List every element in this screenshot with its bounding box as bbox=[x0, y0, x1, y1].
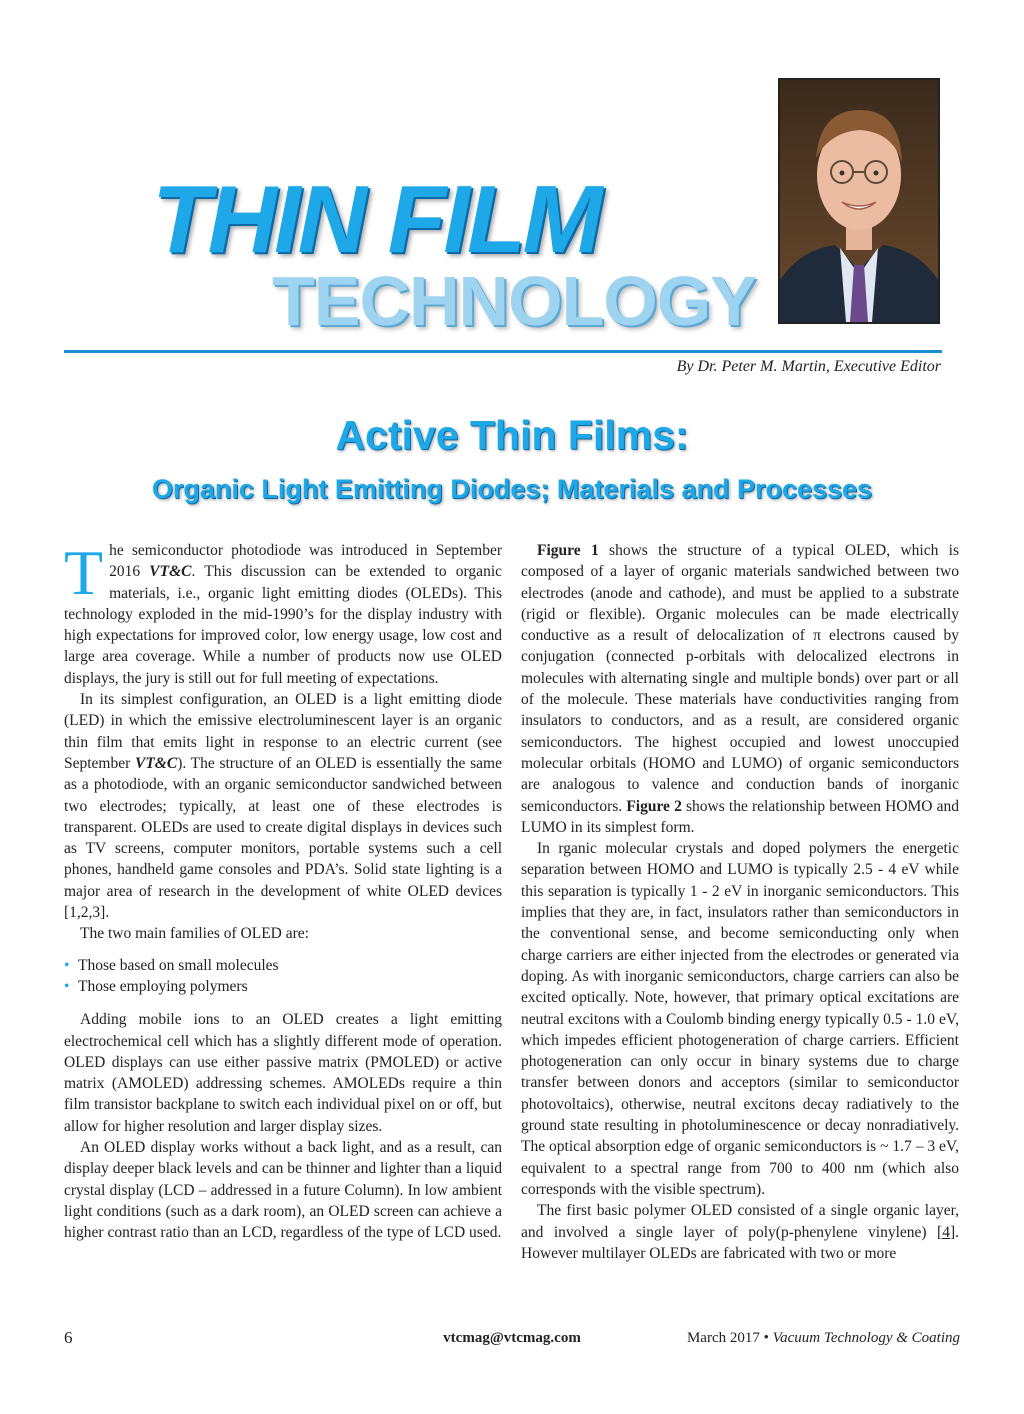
paragraph: In rganic molecular crystals and doped polymers the energetic separation between HOMO and LUMO is typically 2.5 - 4 eV while this separation is typically 1 - 2 eV in inorganic semiconductors. This implies that they are, in fact, insulators rather than semiconductors in the conventional sense, and become semiconducting only when charge carriers are either injected from the electrodes or generated via doping. As with inorganic semiconductors, charge carriers can also be excited optically. Note, however, that primary optical excitations are neutral excitons with a Coulomb binding energy typically 0.5 - 1.0 eV, which impedes efficient photogeneration of charge carriers. Efficient photogeneration can only occur in binary systems due to charge transfer between donors and acceptors (similar to semiconductor photovoltaics), otherwise, neutral excitons decay radiatively to the ground state resulting in photoluminescence or decay nonradiatively. The optical absorption edge of organic semiconductors is ~ 1.7 – 3 eV, equivalent to a spectral range from 700 to 400 nm (which also corresponds with the visible spectrum). bbox=[521, 840, 959, 1198]
paragraph: In its simplest configuration, an OLED is a light emitting diode (LED) in which the emissive electroluminescent layer is an organic thin film that emits light in response to an electric current (see September VT&C). The structure of an OLED is essentially the same as a photodiode, with an organic semiconductor sandwiched between two electrodes; typically, at least one of these electrodes is transparent. OLEDs are used to create digital displays in devices such as TV screens, computer monitors, portable systems such a cell phones, handheld game consoles and PDA’s. Solid state lighting is a major area of research in the development of white OLED devices [1,2,3]. bbox=[64, 691, 502, 922]
paragraph: The two main families of OLED are: bbox=[80, 925, 309, 943]
figure-ref: Figure 1 bbox=[537, 542, 599, 559]
list-item: • Those based on small molecules bbox=[64, 956, 279, 974]
author-portrait-image bbox=[780, 80, 938, 322]
paragraph: Adding mobile ions to an OLED creates a light emitting electrochemical cell which has a slightly different mode of operation. OLED displays can use either passive matrix (PMOLED) or active matrix (AMOLED) addressing schemes. AMOLEDs require a thin film transistor backplane to switch each individual pixel on or off, but allow for higher resolution and larger display sizes. bbox=[64, 1011, 502, 1135]
issue-info: March 2017 • Vacuum Technology & Coating bbox=[686, 1330, 960, 1346]
article-subtitle: Organic Light Emitting Diodes; Materials and Processes bbox=[151, 474, 873, 504]
article-title: Active Thin Films: bbox=[335, 412, 689, 458]
contact-email[interactable]: vtcmag@vtcmag.com bbox=[443, 1330, 581, 1346]
byline: By Dr. Peter M. Martin, Executive Editor bbox=[676, 358, 941, 375]
page-number: 6 bbox=[64, 1328, 73, 1347]
paragraph: The semiconductor photodiode was introduced in September 2016 VT&C. This discussion can be extended to organic materials, i.e., organic light emitting diodes (OLEDs). This technology exploded in the mid-1990’s for the display industry with high expectations for improved color, low energy usage, low cost and large area coverage. While a number of products now use OLED displays, the jury is still out for full meeting of expectations. bbox=[64, 537, 502, 687]
paragraph: An OLED display works without a back light, and as a result, can display deeper black levels and can be thinner and lighter than a liquid crystal display (LCD – addressed in a future Column). In low ambient light conditions (such as a dark room), an OLED screen can achieve a higher contrast ratio than an LCD, regardless of the type of LCD used. bbox=[64, 1139, 502, 1242]
drop-cap: T bbox=[64, 537, 104, 608]
header-rule bbox=[64, 350, 942, 353]
logo-technology: TECHNOLOGY bbox=[272, 262, 756, 340]
bullet-list bbox=[64, 955, 502, 998]
figure-ref: Figure 2 bbox=[626, 797, 682, 815]
list-item: • Those employing polymers bbox=[64, 977, 248, 995]
right-column bbox=[521, 540, 959, 1264]
author-photo bbox=[778, 78, 940, 324]
left-column bbox=[64, 537, 502, 1244]
paragraph: Figure 1 shows the structure of a typical OLED, which is composed of a layer of organic materials sandwiched between two electrodes (anode and cathode), and must be applied to a substrate (rigid or flexible). Organic molecules can be made electrically conductive as a result of delocalization of π electrons caused by conjugation (connected p-orbitals with delocalized electrons in molecules with alternating single and multiple bonds) over part or all of the molecule. These materials have conductivities ranging from insulators to conductors, and as a result, are considered organic semiconductors. The highest occupied and lowest unoccupied molecular orbitals (HOMO and LUMO) of organic semiconductors are analogous to valence and conduction bands of inorganic semiconductors. Figure 2 shows the relationship between HOMO and LUMO in its simplest form. bbox=[521, 542, 960, 836]
citation-link[interactable]: [4] bbox=[937, 1223, 956, 1241]
paragraph: The first basic polymer OLED consisted of a single organic layer, and involved a single layer of poly(p-phenylene vinylene) [4]. However multilayer OLEDs are fabricated with two or more bbox=[521, 1202, 959, 1262]
logo-thin-film: THIN FILM bbox=[152, 166, 600, 273]
